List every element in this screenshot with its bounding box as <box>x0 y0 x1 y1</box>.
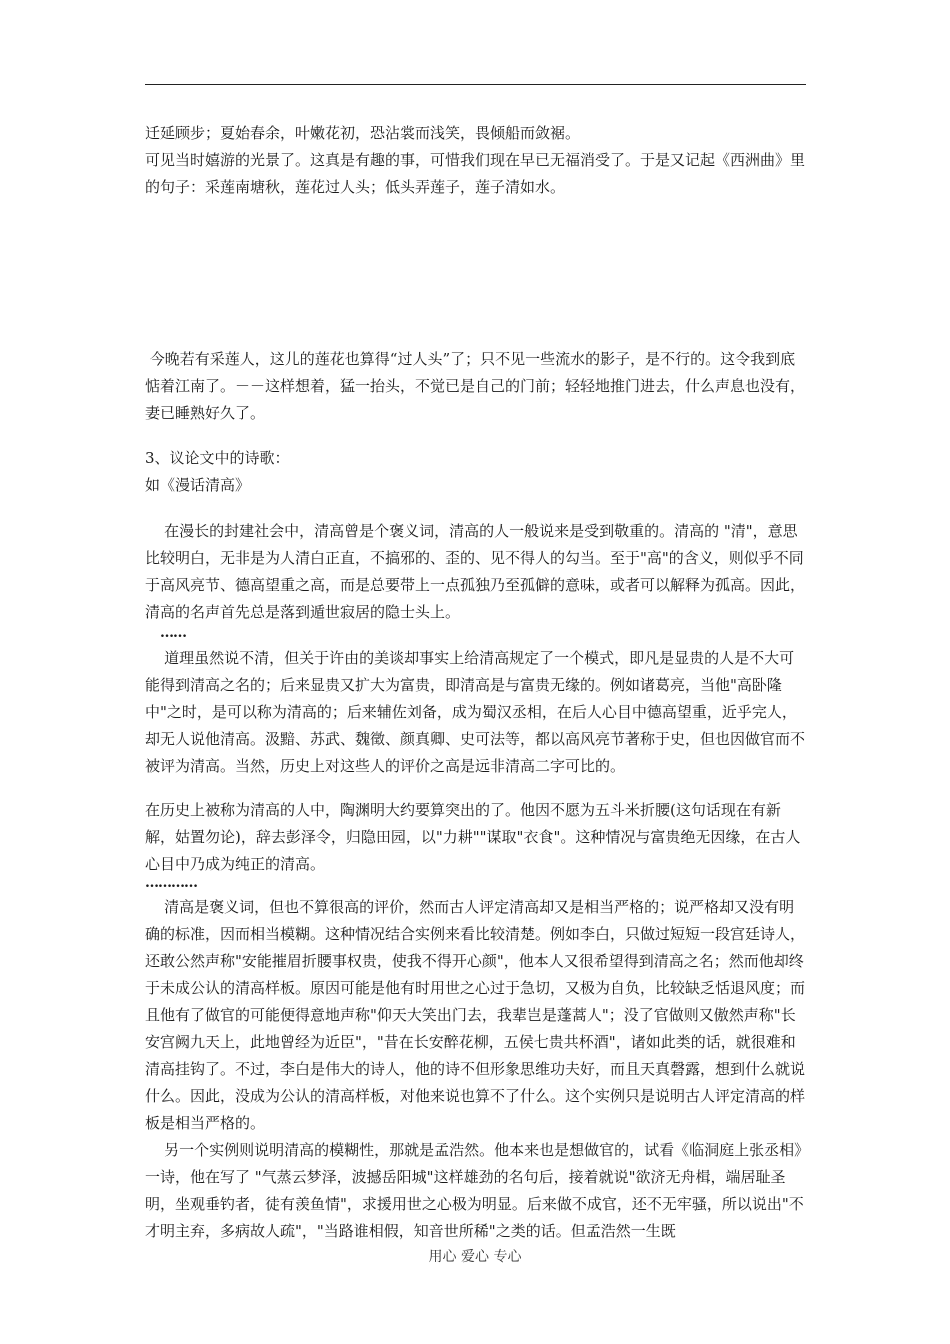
section-heading-poetry-in-essay: 3、议论文中的诗歌： 如《漫话清高》 <box>145 449 290 494</box>
paragraph-xuyou: 道理虽然说不清，但关于许由的美谈却事实上给清高规定了一个模式，即凡是显贵的人是不大可能得到清高之名的；后来显贵又扩大为富贵，即清高是与富贵无缘的。例如诸葛亮，当他"高卧隆中"之时，是可以称为清高的；后来辅佐刘备，成为蜀汉丞相，在后人心目中德高望重，近乎完人，却无人说他清高。汲黯、苏武、魏徵、颜真卿、史可法等，都以高风亮节著称于史，但也因做官而不被评为清高。当然，历史上对这些人的评价之高是远非清高二字可比的。 <box>145 649 806 775</box>
paragraph-taoyuanming: 在历史上被称为清高的人中，陶渊明大约要算突出的了。他因不愿为五斗米折腰(这句话现在有新解，姑置勿论)，辞去彭泽令，归隐田园，以"力耕""谋取"衣食"。这种情况与富贵绝无因缘，在古人心目中乃成为纯正的清高。 <box>145 801 801 873</box>
paragraph-qinggao-intro: 在漫长的封建社会中，清高曾是个褒义词，清高的人一般说来是受到敬重的。清高的 "清"，意思比较明白，无非是为人清白正直，不搞邪的、歪的、见不得人的勾当。至于"高"的含义，则似乎不同于高风亮节、德高望重之高，而是总要带上一点孤独乃至孤僻的意味，或者可以解释为孤高。因此，清高的名声首先总是落到遁世寂居的隐士头上。 <box>145 522 806 621</box>
ellipsis-marker: …… <box>160 625 186 641</box>
paragraph-libai-menghaoran: 清高是褒义词，但也不算很高的评价，然而古人评定清高却又是相当严格的；说严格却又没有明确的标准，因而相当模糊。这种情况结合实例来看比较清楚。例如李白，只做过短短一段宫廷诗人，还敢公然声称"安能摧眉折腰事权贵，使我不得开心颜"，他本人又很希望得到清高之名；然而他却终于未成公认的清高样板。原因可能是他有时用世之心过于急切，又极为自负，比较缺乏恬退风度；而且他有了做官的可能便得意地声称"仰天大笑出门去，我辈岂是蓬蒿人"；没了官做则又傲然声称"长安宫阙九天上，此地曾经为近臣"，"昔在长安醉花柳，五侯七贵共杯酒"，诸如此类的话，就很难和清高挂钩了。不过，李白是伟大的诗人，他的诗不但形象思维功夫好，而且天真磬露，想到什么就说什么。因此，没成为公认的清高样板，对他来说也算不了什么。这个实例只是说明古人评定清高的样板是相当严格的。 另一个实例则说明清高的模糊性，那就是孟浩然。他本来也是想做官的，试看《临洞庭上张丞相》一诗，他在写了 "气蒸云梦泽，波撼岳阳城"这样雄劲的名句后，接着就说"欲济无舟楫，端居耻圣明，坐观垂钓者，徒有羡鱼情"，求援用世之心极为明显。后来做不成官，还不无牢骚，所以说出"不才明主弃，多病故人疏"，"当路谁相假，知音世所稀"之类的话。但孟浩然一生既 <box>145 898 806 1240</box>
paragraph-xizhouqu: 迁延顾步；夏始春余，叶嫩花初，恐沾裳而浅笑，畏倾船而敛裾。 可见当时嬉游的光景了。这真是有趣的事，可惜我们现在早已无福消受了。于是又记起《西洲曲》里的句子：采莲南塘秋，莲花过人头；低头弄莲子，莲子清如水。 <box>145 124 806 196</box>
header-rule <box>145 84 806 85</box>
paragraph-tonight: 今晚若有采莲人，这儿的莲花也算得“过人头”了；只不见一些流水的影子，是不行的。这令我到底惦着江南了。－－这样想着，猛一抬头，不觉已是自己的门前；轻轻地推门进去，什么声息也没有，妻已睡熟好久了。 <box>145 350 806 422</box>
ellipsis-marker: ………… <box>145 875 197 891</box>
page-footer: 用心 爱心 专心 <box>428 1249 522 1265</box>
